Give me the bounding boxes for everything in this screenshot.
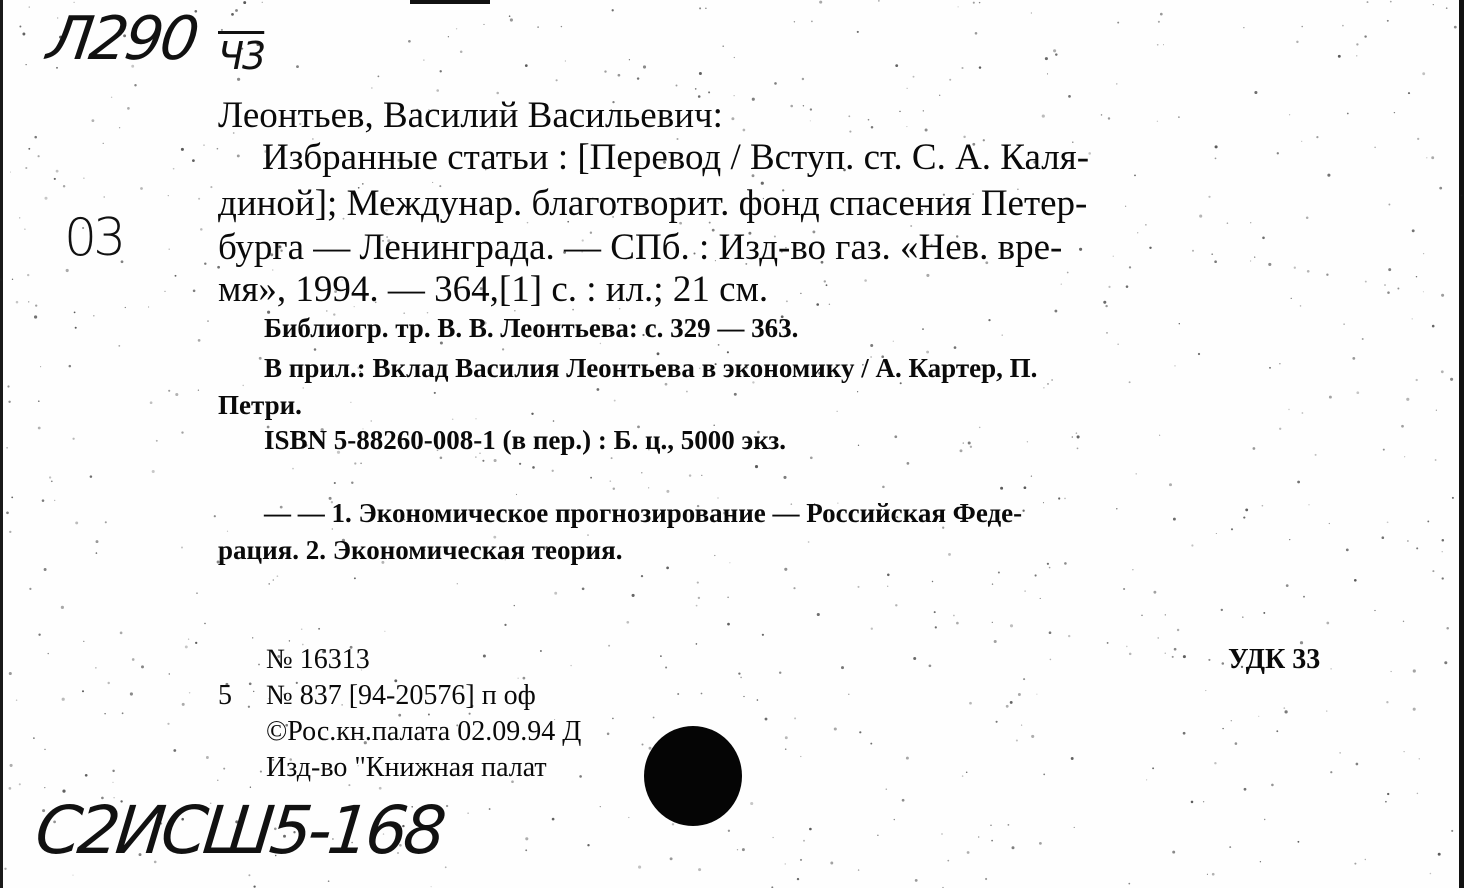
subject-line-2: рация. 2. Экономическая теория. [218,535,623,565]
inventory-number: С2ИСШ5-168 [31,792,446,869]
shelf-mark-sub: Ч3 [218,34,265,78]
title-line-4: мя», 1994. — 364,[1] с. : ил.; 21 см. [218,269,769,310]
margin-code: 03 [64,208,123,268]
copyright-line: ©Рос.кн.палата 02.09.94 Д [266,716,582,747]
author-heading: Леонтьев, Василий Васильевич: [218,95,723,136]
title-line-1: Избранные статьи : [Перевод / Вступ. ст. С. А. Каля- [262,137,1090,178]
punch-hole [644,726,742,826]
appendix-note-line-1: В прил.: Вклад Василия Леонтьева в экономику / А. Картер, П. [264,353,1038,383]
record-number: № 16313 [266,644,370,675]
title-line-3: бурга — Ленинграда. — СПб. : Изд-во газ. «Нев. вре- [218,227,1063,268]
isbn-line: ISBN 5-88260-008-1 (в пер.) : Б. ц., 5000 экз. [264,425,786,455]
udc-code: УДК 33 [1228,644,1321,675]
appendix-note-line-2: Петри. [218,390,302,420]
title-line-2: диной]; Междунар. благотворит. фонд спасения Петер- [218,183,1088,224]
shelf-mark: Л290 [43,4,201,74]
bibliography-note: Библиогр. тр. В. В. Леонтьева: с. 329 — 363. [264,313,799,343]
publisher-line: Изд-во "Книжная палат [266,752,547,783]
subject-line-1: — — 1. Экономическое прогнозирование — Российская Феде- [264,498,1023,528]
order-number: № 837 [94-20576] п оф [266,680,536,711]
copies-digit: 5 [218,680,232,711]
